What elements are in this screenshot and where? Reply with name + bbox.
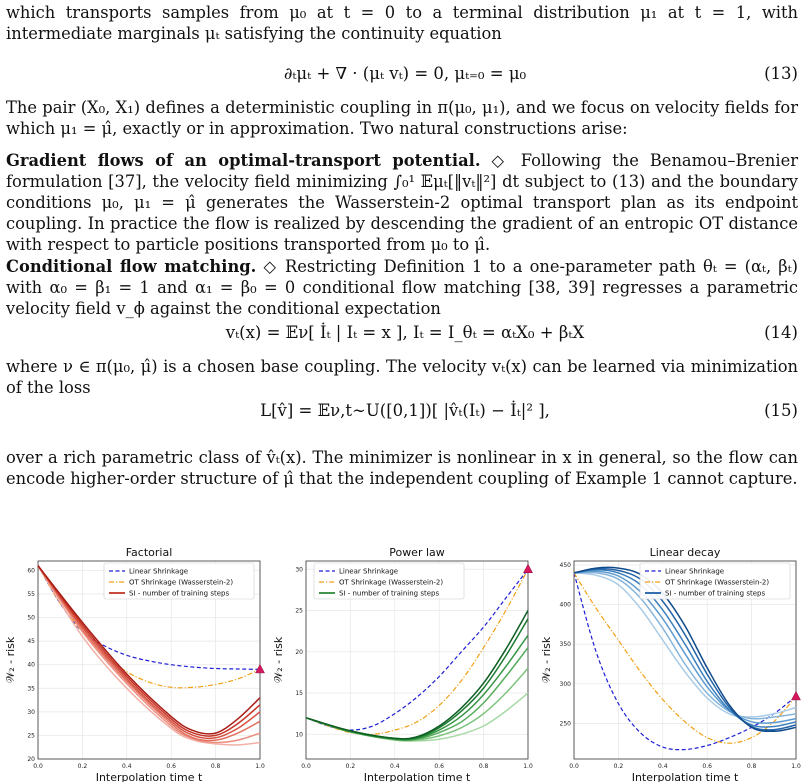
figure-wasserstein-risk-panels xyxy=(0,545,806,782)
x-tick-label: 0.4 xyxy=(122,763,132,770)
y-tick-label: 250 xyxy=(559,720,571,728)
y-tick-label: 400 xyxy=(559,601,571,609)
legend-label: OT Shrinkage (Wasserstein-2) xyxy=(665,578,770,587)
legend-label: Linear Shrinkage xyxy=(129,567,189,576)
x-tick-label: 0.4 xyxy=(658,763,668,770)
y-tick-label: 30 xyxy=(27,708,35,716)
x-tick-label: 0.0 xyxy=(33,763,43,770)
y-tick-label: 450 xyxy=(559,561,571,569)
x-tick-label: 0.6 xyxy=(702,763,712,770)
y-tick-label: 45 xyxy=(27,638,35,646)
x-tick-label: 0.2 xyxy=(77,763,88,770)
paragraph-gradient-flows xyxy=(6,150,798,255)
paragraph-conditional-flow-matching xyxy=(6,256,798,319)
y-tick-label: 60 xyxy=(27,567,35,575)
x-axis-label: Interpolation time t xyxy=(631,771,739,782)
legend-label: SI - number of training steps xyxy=(665,589,766,598)
y-tick-label: 25 xyxy=(27,732,35,740)
equation-15-body: L[v̂] = 𝔼ν,t∼U([0,1])[ |v̂ₜ(Iₜ) − İₜ|² ], xyxy=(260,401,550,420)
x-axis-label: Interpolation time t xyxy=(363,771,471,782)
y-tick-label: 15 xyxy=(295,690,303,697)
x-tick-label: 1.0 xyxy=(791,763,801,770)
y-axis-label: 𝒲₂ - risk xyxy=(540,636,553,684)
y-tick-label: 30 xyxy=(295,566,303,574)
equation-13 xyxy=(0,63,806,85)
paragraph-base-coupling: where ν ∈ π(μ₀, μ̂) is a chosen base coupling. The velocity vₜ(x) can be learned via minimization of the loss xyxy=(6,357,798,397)
x-tick-label: 1.0 xyxy=(255,763,265,770)
paragraph-continuity-intro: which transports samples from μ₀ at t = 0 to a terminal distribution μ₁ at t = 1, with intermediate marginals μₜ satisfying the continuity equation xyxy=(6,3,798,43)
equation-15 xyxy=(0,400,806,422)
legend-label: OT Shrinkage (Wasserstein-2) xyxy=(129,578,234,587)
y-tick-label: 40 xyxy=(27,661,35,669)
y-tick-label: 50 xyxy=(27,614,35,622)
x-axis-label: Interpolation time t xyxy=(95,771,203,782)
x-tick-label: 0.0 xyxy=(569,763,579,770)
legend-label: Linear Shrinkage xyxy=(665,567,725,576)
gradient-flows-heading: Gradient flows of an optimal-transport potential. xyxy=(6,151,481,170)
equation-14-body: vₜ(x) = 𝔼ν[ İₜ | Iₜ = x ], Iₜ = I_θₜ = αₜX₀ + βₜX xyxy=(225,323,585,342)
chart-title: Power law xyxy=(389,546,445,559)
chart-factorial xyxy=(0,545,268,782)
x-tick-label: 0.2 xyxy=(345,763,356,770)
x-tick-label: 0.0 xyxy=(301,763,311,770)
y-tick-label: 350 xyxy=(559,641,571,649)
y-tick-label: 20 xyxy=(27,756,35,763)
x-tick-label: 0.6 xyxy=(434,763,444,770)
chart-title: Factorial xyxy=(125,546,173,559)
y-tick-label: 25 xyxy=(295,607,303,615)
x-tick-label: 0.8 xyxy=(478,763,489,770)
chart-title: Linear decay xyxy=(649,546,721,559)
cfm-body: ◇ Restricting Definition 1 to a one-parameter path θₜ = (αₜ, βₜ) with α₀ = β₁ = 1 and α₁ = β₀ = 0 conditional flow matching [38, 39] regresses a parametric velocity field v_ϕ against the conditional expectation xyxy=(6,257,798,318)
x-tick-label: 0.8 xyxy=(210,763,221,770)
y-tick-label: 300 xyxy=(559,680,571,688)
legend-label: OT Shrinkage (Wasserstein-2) xyxy=(339,578,444,587)
equation-15-number: (15) xyxy=(764,401,798,420)
x-tick-label: 1.0 xyxy=(523,763,533,770)
y-tick-label: 10 xyxy=(295,731,303,739)
y-tick-label: 55 xyxy=(27,591,35,598)
x-tick-label: 0.2 xyxy=(613,763,624,770)
equation-13-body: ∂ₜμₜ + ∇ · (μₜ vₜ) = 0, μₜ₌₀ = μ₀ xyxy=(283,64,527,83)
chart-power-law xyxy=(268,545,536,782)
y-axis-label: 𝒲₂ - risk xyxy=(4,636,17,684)
legend-label: SI - number of training steps xyxy=(339,589,440,598)
chart-linear-decay xyxy=(536,545,804,782)
y-tick-label: 35 xyxy=(27,685,35,693)
gradient-flows-body: ◇ Following the Benamou–Brenier formulation [37], the velocity field minimizing ∫₀¹ 𝔼μₜ[‖vₜ‖²] dt subject to (13) and the boundary conditions μ₀, μ₁ = μ̂ generates the Wasserstein-2 optimal transport plan as its endpoint coupling. In practice the flow is realized by descending the gradient of an entropic OT distance with respect to particle positions transported from μ₀ to μ̂. xyxy=(6,151,798,254)
paragraph-minimizer: over a rich parametric class of v̂ₜ(x). The minimizer is nonlinear in x in general, so the flow can encode higher-order structure of μ̂ that the independent coupling of Example 1 cannot capture. xyxy=(6,448,798,488)
paragraph-coupling: The pair (X₀, X₁) defines a deterministic coupling in π(μ₀, μ₁), and we focus on velocity fields for which μ₁ = μ̂, exactly or in approximation. Two natural constructions arise: xyxy=(6,98,798,138)
y-axis-label: 𝒲₂ - risk xyxy=(272,636,285,684)
legend-label: SI - number of training steps xyxy=(129,589,230,598)
equation-14 xyxy=(0,322,806,344)
cfm-heading: Conditional flow matching. xyxy=(6,257,257,276)
x-tick-label: 0.6 xyxy=(166,763,176,770)
x-tick-label: 0.8 xyxy=(746,763,757,770)
y-tick-label: 20 xyxy=(295,648,303,656)
equation-13-number: (13) xyxy=(764,64,798,83)
legend-label: Linear Shrinkage xyxy=(339,567,399,576)
x-tick-label: 0.4 xyxy=(390,763,400,770)
equation-14-number: (14) xyxy=(764,323,798,342)
